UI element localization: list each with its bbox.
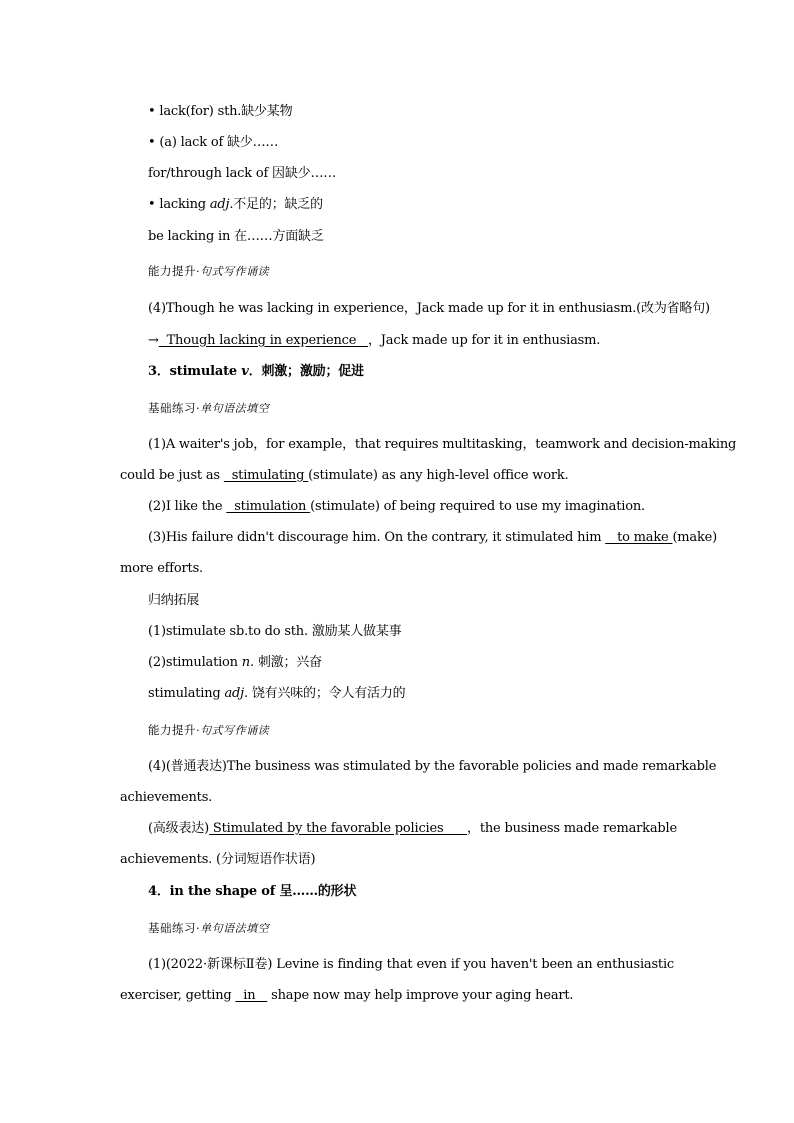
stimulate-summary-2-pos: n. xyxy=(241,655,254,670)
stimulate-summary-3 xyxy=(148,685,674,703)
stimulate-q2 xyxy=(148,498,674,516)
lack-line-3: for/through lack of 因缺少…… xyxy=(148,166,337,181)
stimulate-ability-sub: 句式写作诵读 xyxy=(200,724,270,737)
stimulate-summary-1: (1)stimulate sb.to do sth. 激励某人做某事 xyxy=(148,624,402,639)
stimulate-q1-blank: stimulating xyxy=(223,468,309,483)
stimulate-q4-advanced-line-1 xyxy=(148,820,677,838)
shape-q1-blank: in xyxy=(235,988,268,1003)
shape-q1-line-2 xyxy=(120,987,674,1005)
stimulate-heading-word: 3．stimulate xyxy=(148,364,242,379)
stimulate-summary-2-meaning: 刺激；兴奋 xyxy=(253,655,322,670)
lack-q4-rest: ，Jack made up for it in enthusiasm. xyxy=(368,333,601,348)
lack-line-4 xyxy=(148,196,674,214)
shape-basic-sub: 单句语法填空 xyxy=(200,922,270,935)
lack-line-1: • lack(for) sth.缺少某物 xyxy=(148,104,293,119)
stimulate-summary-heading: 归纳拓展 xyxy=(148,593,200,608)
stimulate-heading-meaning: ．刺激；激励；促进 xyxy=(248,364,364,379)
stimulate-q1-line-1: (1)A waiter's job，for example，that requires multitasking，teamwork and decision-making xyxy=(148,437,737,452)
stimulate-q2-text-b: (stimulate) of being required to use my imagination. xyxy=(310,499,645,514)
shape-q1-text-a: exerciser, getting xyxy=(120,988,236,1003)
stimulate-summary-3-meaning: 饶有兴味的；令人有活力的 xyxy=(247,686,406,701)
stimulate-basic-sub: 单句语法填空 xyxy=(200,402,270,415)
stimulate-basic-heading xyxy=(148,399,674,418)
stimulate-q4-advanced-label: (高级表达) xyxy=(148,821,209,836)
stimulate-ability-main: 能力提升· xyxy=(148,723,201,737)
lack-line-4-word: • lacking xyxy=(148,197,210,212)
stimulate-q4-line-2: achievements. xyxy=(120,790,213,805)
lack-line-2: • (a) lack of 缺少…… xyxy=(148,135,279,150)
stimulate-q3-text-a: (3)His failure didn't discourage him. On the contrary, it stimulated him xyxy=(148,530,606,545)
shape-q1-line-1: (1)(2022·新课标Ⅱ卷) Levine is finding that even if you haven't been an enthusiastic xyxy=(148,957,674,972)
shape-basic-main: 基础练习· xyxy=(148,921,201,935)
shape-q1-text-b: shape now may help improve your aging heart. xyxy=(267,988,574,1003)
stimulate-q3-line-2: more efforts. xyxy=(120,561,203,576)
stimulate-q4-advanced-blank: Stimulated by the favorable policies xyxy=(208,821,468,836)
stimulate-q1-line-2 xyxy=(120,467,674,485)
stimulate-q1-text-b: (stimulate) as any high-level office work. xyxy=(308,468,569,483)
lack-line-4-meaning: 不足的；缺乏的 xyxy=(233,197,323,212)
lack-q4: (4)Though he was lacking in experience，Jack made up for it in enthusiasm.(改为省略句) xyxy=(148,301,710,316)
stimulate-heading xyxy=(148,363,674,381)
stimulate-q3-text-b: (make) xyxy=(672,530,718,545)
lack-line-5: be lacking in 在……方面缺乏 xyxy=(148,229,324,244)
stimulate-q3-blank: to make xyxy=(605,530,673,545)
stimulate-q4-line-1: (4)(普通表达)The business was stimulated by the favorable policies and made remarkable xyxy=(148,759,717,774)
stimulate-heading-pos: v xyxy=(241,364,249,379)
stimulate-q1-text-a: could be just as xyxy=(120,468,224,483)
stimulate-q4-advanced-text: ，the business made remarkable xyxy=(467,821,677,836)
stimulate-summary-3-word: stimulating xyxy=(148,686,225,701)
lack-ability-heading xyxy=(148,262,674,281)
lack-ability-main: 能力提升· xyxy=(148,264,201,278)
stimulate-q2-blank: stimulation xyxy=(226,499,311,514)
shape-heading: 4．in the shape of 呈……的形状 xyxy=(148,884,357,899)
shape-basic-heading xyxy=(148,919,674,938)
stimulate-q4-advanced-line-2: achievements. (分词短语作状语) xyxy=(120,852,316,867)
stimulate-basic-main: 基础练习· xyxy=(148,401,201,415)
stimulate-ability-heading xyxy=(148,721,674,740)
lack-ability-sub: 句式写作诵读 xyxy=(200,265,270,278)
lack-line-4-pos: adj. xyxy=(209,197,234,212)
lack-q4-answer xyxy=(148,332,674,350)
lack-q4-blank: Though lacking in experience xyxy=(158,333,368,348)
stimulate-q2-text-a: (2)I like the xyxy=(148,499,227,514)
stimulate-summary-2-word: (2)stimulation xyxy=(148,655,242,670)
stimulate-summary-2 xyxy=(148,654,674,672)
arrow-icon: → xyxy=(148,333,159,348)
stimulate-q3-line-1 xyxy=(148,529,718,547)
stimulate-summary-3-pos: adj. xyxy=(224,686,248,701)
